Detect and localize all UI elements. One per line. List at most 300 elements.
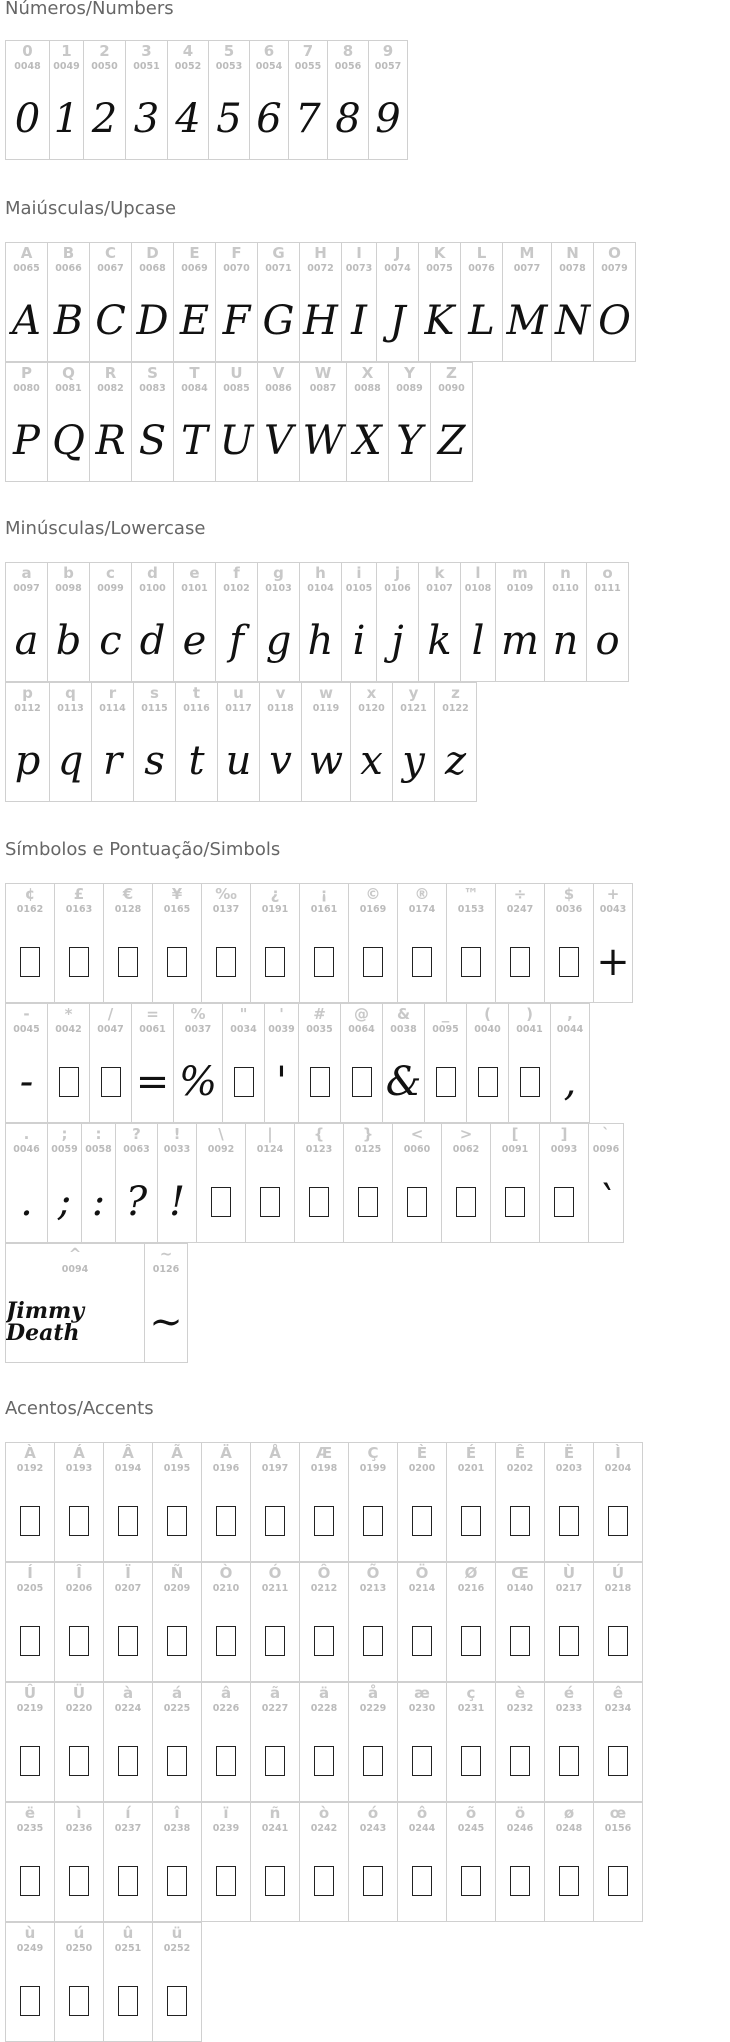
character-label: æ (414, 1684, 430, 1702)
glyph-cell (131, 562, 174, 682)
character-label: e (189, 564, 200, 582)
character-code: 0249 (16, 1943, 44, 1954)
missing-glyph-icon (478, 1067, 498, 1097)
glyph-cell (173, 242, 216, 362)
character-label: . (23, 1125, 30, 1143)
glyph-cell (152, 1442, 202, 1562)
missing-glyph-box (425, 1042, 466, 1122)
character-label: ' (279, 1005, 284, 1023)
section-title: Símbolos e Pontuação/Simbols (5, 839, 281, 860)
character-code: 0103 (265, 583, 292, 594)
glyph-sample: X (353, 418, 382, 464)
missing-glyph-icon (510, 1626, 530, 1656)
glyph-sample: w (308, 738, 344, 784)
character-label: á (171, 1684, 183, 1702)
character-label: Í (27, 1564, 33, 1582)
glyph-cell (217, 682, 260, 802)
glyph-cell (418, 242, 461, 362)
missing-glyph-box (496, 1721, 544, 1801)
glyph-cell (54, 1802, 104, 1922)
glyph-cell (201, 1682, 251, 1802)
character-label: t (192, 684, 201, 702)
character-code: 0214 (408, 1583, 436, 1594)
character-code: 0064 (348, 1024, 375, 1035)
missing-glyph-box (393, 1162, 441, 1242)
glyph-sample: D (136, 298, 169, 344)
glyph-sample: x (360, 738, 383, 784)
character-code: 0039 (268, 1024, 295, 1035)
character-code: 0203 (555, 1463, 583, 1474)
character-code: 0043 (599, 904, 627, 915)
character-code: 0105 (345, 583, 373, 594)
character-label: é (563, 1684, 575, 1702)
character-label: i (356, 564, 362, 582)
missing-glyph-icon (59, 1067, 79, 1097)
character-code: 0079 (601, 263, 628, 274)
character-code: 0057 (374, 61, 402, 72)
character-label: V (272, 364, 285, 382)
missing-glyph-box (299, 1042, 340, 1122)
missing-glyph-icon (20, 1506, 40, 1536)
character-code: 0065 (13, 263, 40, 274)
glyph-cell (299, 883, 349, 1003)
missing-glyph-icon (456, 1187, 476, 1217)
missing-glyph-icon (118, 1866, 138, 1896)
missing-glyph-box (545, 1481, 593, 1561)
missing-glyph-box (104, 1601, 152, 1681)
missing-glyph-icon (20, 1746, 40, 1776)
missing-glyph-icon (69, 1626, 89, 1656)
missing-glyph-icon (314, 1626, 334, 1656)
missing-glyph-icon (358, 1187, 378, 1217)
missing-glyph-box (349, 1841, 397, 1921)
glyph-cell (424, 1003, 467, 1123)
glyph-cell (131, 242, 174, 362)
glyph-cell (5, 362, 48, 482)
glyph-cell (54, 1922, 104, 2042)
character-code: 0095 (432, 1024, 459, 1035)
missing-glyph-icon (510, 1866, 530, 1896)
glyph-cell (215, 242, 258, 362)
glyph-cell (544, 883, 594, 1003)
character-label: ® (414, 885, 430, 903)
glyph-cell (54, 1442, 104, 1562)
missing-glyph-box (349, 1721, 397, 1801)
missing-glyph-box (202, 1481, 250, 1561)
glyph-cell (397, 1682, 447, 1802)
character-code: 0234 (604, 1703, 632, 1714)
missing-glyph-icon (510, 947, 530, 977)
character-code: 0111 (594, 583, 621, 594)
character-label: % (190, 1005, 206, 1023)
character-label: â (220, 1684, 232, 1702)
missing-glyph-box (496, 1601, 544, 1681)
missing-glyph-icon (363, 1746, 383, 1776)
missing-glyph-box (55, 1841, 103, 1921)
glyph-sample: = (135, 1059, 170, 1105)
character-code: 0059 (51, 1144, 78, 1155)
missing-glyph-box (202, 1841, 250, 1921)
missing-glyph-icon (69, 947, 89, 977)
character-code: 0092 (207, 1144, 235, 1155)
missing-glyph-box (594, 1841, 642, 1921)
glyph-sample: V (264, 418, 293, 464)
character-label: Ö (415, 1564, 429, 1582)
glyph-sample: i (352, 618, 366, 664)
glyph-cell (5, 1442, 55, 1562)
character-code: 0034 (230, 1024, 257, 1035)
glyph-sample: U (219, 418, 254, 464)
glyph-cell (173, 362, 216, 482)
missing-glyph-box (300, 1721, 348, 1801)
character-label: 8 (342, 42, 354, 60)
character-label: ( (484, 1005, 491, 1023)
missing-glyph-icon (234, 1067, 254, 1097)
character-code: 0119 (312, 703, 340, 714)
glyph-sample: m (501, 618, 539, 664)
character-label: Ú (611, 1564, 625, 1582)
missing-glyph-icon (559, 1866, 579, 1896)
character-code: 0193 (65, 1463, 93, 1474)
glyph-cell (49, 40, 84, 160)
glyph-sample: j (391, 618, 404, 664)
missing-glyph-icon (352, 1067, 372, 1097)
missing-glyph-box (6, 1601, 54, 1681)
character-code: 0099 (97, 583, 124, 594)
glyph-sample: k (427, 618, 452, 664)
character-label: 2 (99, 42, 110, 60)
glyph-sample: p (14, 738, 41, 784)
character-code: 0121 (400, 703, 427, 714)
character-label: d (147, 564, 158, 582)
character-code: 0231 (457, 1703, 485, 1714)
missing-glyph-icon (363, 1866, 383, 1896)
glyph-cell (103, 1682, 153, 1802)
character-label: 1 (61, 42, 72, 60)
missing-glyph-box (496, 1841, 544, 1921)
character-code: 0225 (163, 1703, 191, 1714)
character-label: õ (465, 1804, 477, 1822)
character-code: 0040 (474, 1024, 501, 1035)
glyph-sample: h (307, 618, 334, 664)
glyph-cell (397, 1442, 447, 1562)
character-label: s (150, 684, 159, 702)
character-code: 0078 (559, 263, 586, 274)
glyph-cell (249, 40, 289, 160)
character-code: 0094 (61, 1264, 89, 1275)
missing-glyph-box (545, 1601, 593, 1681)
missing-glyph-box (55, 922, 103, 1002)
glyph-sample: q (57, 738, 84, 784)
missing-glyph-icon (118, 1626, 138, 1656)
glyph-cell (257, 362, 300, 482)
missing-glyph-icon (461, 1626, 481, 1656)
glyph-cell (5, 40, 50, 160)
glyph-cell (446, 1682, 496, 1802)
character-code: 0216 (457, 1583, 485, 1594)
glyph-sample: - (19, 1059, 34, 1105)
glyph-cell (215, 362, 258, 482)
character-code: 0098 (55, 583, 82, 594)
character-label: m (512, 564, 528, 582)
character-code: 0109 (506, 583, 534, 594)
glyph-cell (131, 1003, 174, 1123)
glyph-cell (5, 682, 50, 802)
character-code: 0238 (163, 1823, 191, 1834)
glyph-cell (5, 562, 48, 682)
character-code: 0073 (345, 263, 373, 274)
glyph-cell (47, 242, 90, 362)
character-label: w (319, 684, 333, 702)
glyph-cell (47, 362, 90, 482)
character-code: 0052 (174, 61, 202, 72)
character-code: 0232 (506, 1703, 534, 1714)
character-code: 0074 (384, 263, 411, 274)
glyph-cell (5, 242, 48, 362)
missing-glyph-icon (412, 1626, 432, 1656)
character-label: 6 (263, 42, 275, 60)
character-code: 0227 (261, 1703, 289, 1714)
glyph-row (5, 1123, 623, 1243)
missing-glyph-icon (69, 1746, 89, 1776)
glyph-cell (348, 1562, 398, 1682)
character-label: 9 (382, 42, 394, 60)
glyph-sample: ? (125, 1179, 148, 1225)
glyph-cell (495, 1802, 545, 1922)
character-label: Õ (366, 1564, 380, 1582)
character-label: $ (563, 885, 575, 903)
missing-glyph-box (509, 1042, 550, 1122)
character-label: € (122, 885, 134, 903)
glyph-cell (593, 242, 636, 362)
missing-glyph-icon (554, 1187, 574, 1217)
glyph-cell (167, 40, 209, 160)
glyph-cell (257, 242, 300, 362)
glyph-cell (201, 1442, 251, 1562)
character-label: ã (269, 1684, 281, 1702)
glyph-cell (588, 1123, 624, 1243)
character-code: 0093 (550, 1144, 578, 1155)
character-label: Å (269, 1444, 281, 1462)
glyph-sample: W (302, 418, 344, 464)
glyph-cell (81, 1123, 116, 1243)
missing-glyph-box (442, 1162, 490, 1242)
glyph-sample: 0 (14, 96, 41, 142)
missing-glyph-icon (461, 1746, 481, 1776)
missing-glyph-icon (559, 1746, 579, 1776)
missing-glyph-icon (559, 947, 579, 977)
character-code: 0062 (452, 1144, 480, 1155)
character-code: 0036 (555, 904, 583, 915)
font-logo-sample: Jimmy Death (6, 1298, 85, 1346)
character-code: 0053 (215, 61, 243, 72)
character-label: ; (61, 1125, 68, 1143)
character-label: l (475, 564, 481, 582)
character-label: # (313, 1005, 326, 1023)
missing-glyph-icon (510, 1506, 530, 1536)
glyph-cell (152, 1802, 202, 1922)
glyph-cell (441, 1123, 491, 1243)
character-code: 0197 (261, 1463, 289, 1474)
character-label: ^ (68, 1245, 82, 1263)
character-code: 0199 (359, 1463, 387, 1474)
missing-glyph-box (349, 1481, 397, 1561)
glyph-cell (301, 682, 351, 802)
character-code: 0153 (457, 904, 485, 915)
glyph-cell (544, 562, 587, 682)
character-code: 0047 (97, 1024, 124, 1035)
missing-glyph-icon (363, 947, 383, 977)
missing-glyph-box (300, 1601, 348, 1681)
character-label: < (410, 1125, 424, 1143)
character-label: , (567, 1005, 573, 1023)
missing-glyph-box (6, 1841, 54, 1921)
glyph-cell (5, 1562, 55, 1682)
character-code: 0213 (359, 1583, 387, 1594)
glyph-cell (89, 1003, 132, 1123)
character-code: 0204 (604, 1463, 632, 1474)
missing-glyph-icon (412, 1506, 432, 1536)
glyph-row (5, 40, 407, 160)
missing-glyph-icon (20, 1626, 40, 1656)
glyph-cell (89, 562, 132, 682)
glyph-cell (208, 40, 250, 160)
glyph-cell (502, 242, 552, 362)
missing-glyph-box (398, 1841, 446, 1921)
character-code: 0077 (513, 263, 541, 274)
missing-glyph-box (491, 1162, 539, 1242)
glyph-cell (91, 682, 134, 802)
glyph-sample: Q (52, 418, 85, 464)
glyph-cell (539, 1123, 589, 1243)
missing-glyph-box (153, 1721, 201, 1801)
missing-glyph-icon (69, 1986, 89, 2016)
glyph-cell (495, 1562, 545, 1682)
missing-glyph-icon (265, 1746, 285, 1776)
missing-glyph-icon (309, 1187, 329, 1217)
character-code: 0035 (306, 1024, 333, 1035)
missing-glyph-box (447, 922, 495, 1002)
glyph-sample: g (265, 618, 292, 664)
glyph-cell (299, 242, 342, 362)
character-code: 0120 (358, 703, 385, 714)
character-code: 0042 (55, 1024, 82, 1035)
glyph-row (5, 562, 628, 682)
glyph-sample: f (229, 618, 244, 664)
missing-glyph-box (447, 1601, 495, 1681)
character-label: I (356, 244, 362, 262)
character-code: 0209 (163, 1583, 191, 1594)
character-label: F (231, 244, 242, 262)
character-label: { (313, 1125, 325, 1143)
character-code: 0038 (390, 1024, 417, 1035)
glyph-cell (222, 1003, 265, 1123)
section-title: Minúsculas/Lowercase (5, 518, 206, 539)
glyph-cell (250, 1682, 300, 1802)
glyph-sample: R (95, 418, 126, 464)
glyph-sample: 2 (91, 96, 118, 142)
missing-glyph-icon (20, 947, 40, 977)
glyph-cell (299, 1682, 349, 1802)
glyph-cell (430, 362, 473, 482)
missing-glyph-box (104, 1961, 152, 2041)
character-code: 0237 (114, 1823, 142, 1834)
glyph-cell (392, 682, 435, 802)
glyph-sample: Z (437, 418, 466, 464)
character-label: ú (73, 1924, 85, 1942)
character-code: 0241 (261, 1823, 289, 1834)
glyph-cell (446, 1442, 496, 1562)
character-code: 0191 (261, 904, 289, 915)
missing-glyph-icon (461, 1506, 481, 1536)
character-code: 0122 (442, 703, 469, 714)
missing-glyph-box (251, 922, 299, 1002)
character-code: 0251 (114, 1943, 142, 1954)
missing-glyph-box (202, 1601, 250, 1681)
section-title: Maiúsculas/Upcase (5, 198, 177, 219)
glyph-cell (495, 562, 545, 682)
glyph-cell (47, 1003, 90, 1123)
missing-glyph-box (6, 1481, 54, 1561)
character-label: ì (76, 1804, 82, 1822)
character-label: f (233, 564, 240, 582)
glyph-cell (250, 1802, 300, 1922)
glyph-cell (201, 1802, 251, 1922)
character-label: Ç (367, 1444, 379, 1462)
glyph-cell (593, 1562, 643, 1682)
missing-glyph-icon (412, 947, 432, 977)
character-code: 0230 (408, 1703, 436, 1714)
glyph-sample: c (99, 618, 122, 664)
character-code: 0247 (506, 904, 534, 915)
character-label: D (146, 244, 159, 262)
glyph-cell (215, 562, 258, 682)
glyph-cell (460, 562, 496, 682)
glyph-cell (586, 562, 629, 682)
character-label: à (122, 1684, 134, 1702)
character-label: å (367, 1684, 379, 1702)
missing-glyph-icon (314, 1746, 334, 1776)
glyph-sample: t (188, 738, 205, 784)
glyph-sample: y (402, 738, 425, 784)
glyph-sample: I (351, 298, 367, 344)
character-code: 0063 (123, 1144, 150, 1155)
glyph-sample: l (471, 618, 485, 664)
character-label: © (365, 885, 381, 903)
character-code: 0054 (255, 61, 283, 72)
character-code: 0246 (506, 1823, 534, 1834)
character-code: 0117 (225, 703, 252, 714)
missing-glyph-icon (216, 947, 236, 977)
character-label: 7 (302, 42, 314, 60)
character-code: 0226 (212, 1703, 240, 1714)
glyph-row (5, 1802, 642, 1922)
glyph-cell (103, 1562, 153, 1682)
character-label: z (451, 684, 460, 702)
character-label: ç (466, 1684, 476, 1702)
missing-glyph-icon (510, 1746, 530, 1776)
character-label: g (273, 564, 284, 582)
character-label: ™ (463, 885, 479, 903)
missing-glyph-icon (69, 1866, 89, 1896)
character-code: 0243 (359, 1823, 387, 1834)
glyph-cell (397, 1562, 447, 1682)
missing-glyph-icon (265, 947, 285, 977)
character-code: 0137 (212, 904, 240, 915)
section-title: Números/Numbers (5, 0, 174, 19)
character-code: 0083 (139, 383, 166, 394)
missing-glyph-box (197, 1162, 245, 1242)
